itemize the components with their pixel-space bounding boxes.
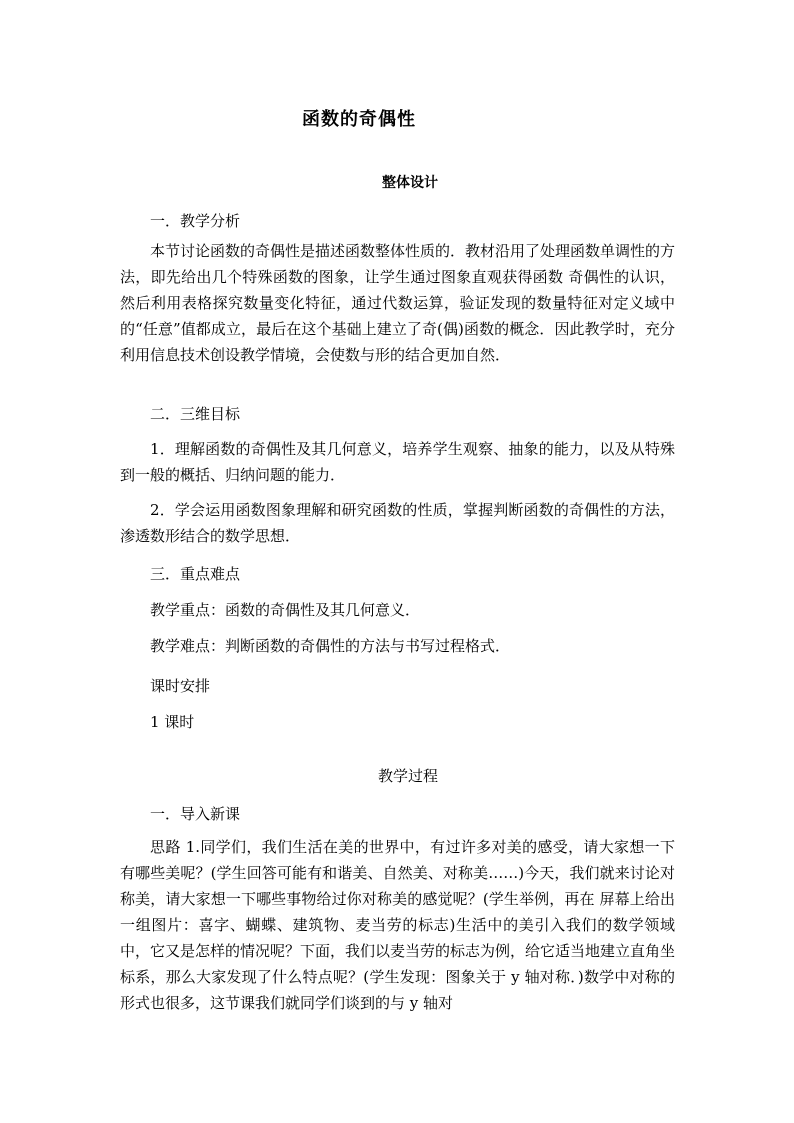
heading-key-points: 三．重点难点 bbox=[150, 565, 241, 583]
heading-lesson-schedule: 课时安排 bbox=[150, 677, 211, 695]
paragraph-goal-1: 1．理解函数的奇偶性及其几何意义，培养学生观察、抽象的能力，以及从特殊到一般的概括、归纳问题的能力． bbox=[120, 440, 675, 484]
paragraph-teaching-analysis: 本节讨论函数的奇偶性是描述函数整体性质的．教材沿用了处理函数单调性的方法，即先给出几个特殊函数的图象，让学生通过图象直观获得函数 奇偶性的认识，然后利用表格探究数量变化特征，通过代数运算，验证发现的数量特征对定义域中的“任意”值都成立，最后在这个基础上建立了奇(偶)函数的概念．因此教学时，充分利用信息技术创设教学情境，会使数与形的结合更加自然． bbox=[120, 242, 676, 364]
paragraph-goal-2: 2．学会运用函数图象理解和研究函数的性质，掌握判断函数的奇偶性的方法，渗透数形结合的数学思想． bbox=[120, 501, 675, 545]
heading-teaching-analysis: 一．教学分析 bbox=[150, 212, 241, 230]
paragraph-key-point: 教学重点：函数的奇偶性及其几何意义． bbox=[150, 601, 421, 619]
heading-introduction: 一．导入新课 bbox=[150, 805, 241, 823]
lesson-count: 1 课时 bbox=[150, 713, 195, 731]
section-heading-teaching-process: 教学过程 bbox=[378, 767, 439, 785]
paragraph-difficult-point: 教学难点：判断函数的奇偶性的方法与书写过程格式． bbox=[150, 637, 511, 655]
heading-three-dimensional-goals: 二．三维目标 bbox=[150, 405, 241, 423]
paragraph-introduction: 思路 1.同学们，我们生活在美的世界中，有过许多对美的感受，请大家想一下有哪些美呢？(学生回答可能有和谐美、自然美、对称美……)今天，我们就来讨论对称美，请大家想一下哪些事物给过你对称美的感觉呢？(学生举例，再在 屏幕上给出一组图片：喜字、蝴蝶、建筑物、麦当劳的标志)生活中的美引入我们的数学领域中，它又是怎样的情况呢？下面，我们以麦当劳的标志为例，给它适当地建立直角坐标系，那么大家发现了什么特点呢？(学生发现：图象关于 y 轴对称．)数学中对称的形式也很多，这节课我们就同学们谈到的与 y 轴对 bbox=[120, 838, 676, 1012]
document-title: 函数的奇偶性 bbox=[302, 109, 416, 130]
section-heading-overall-design: 整体设计 bbox=[382, 175, 438, 191]
